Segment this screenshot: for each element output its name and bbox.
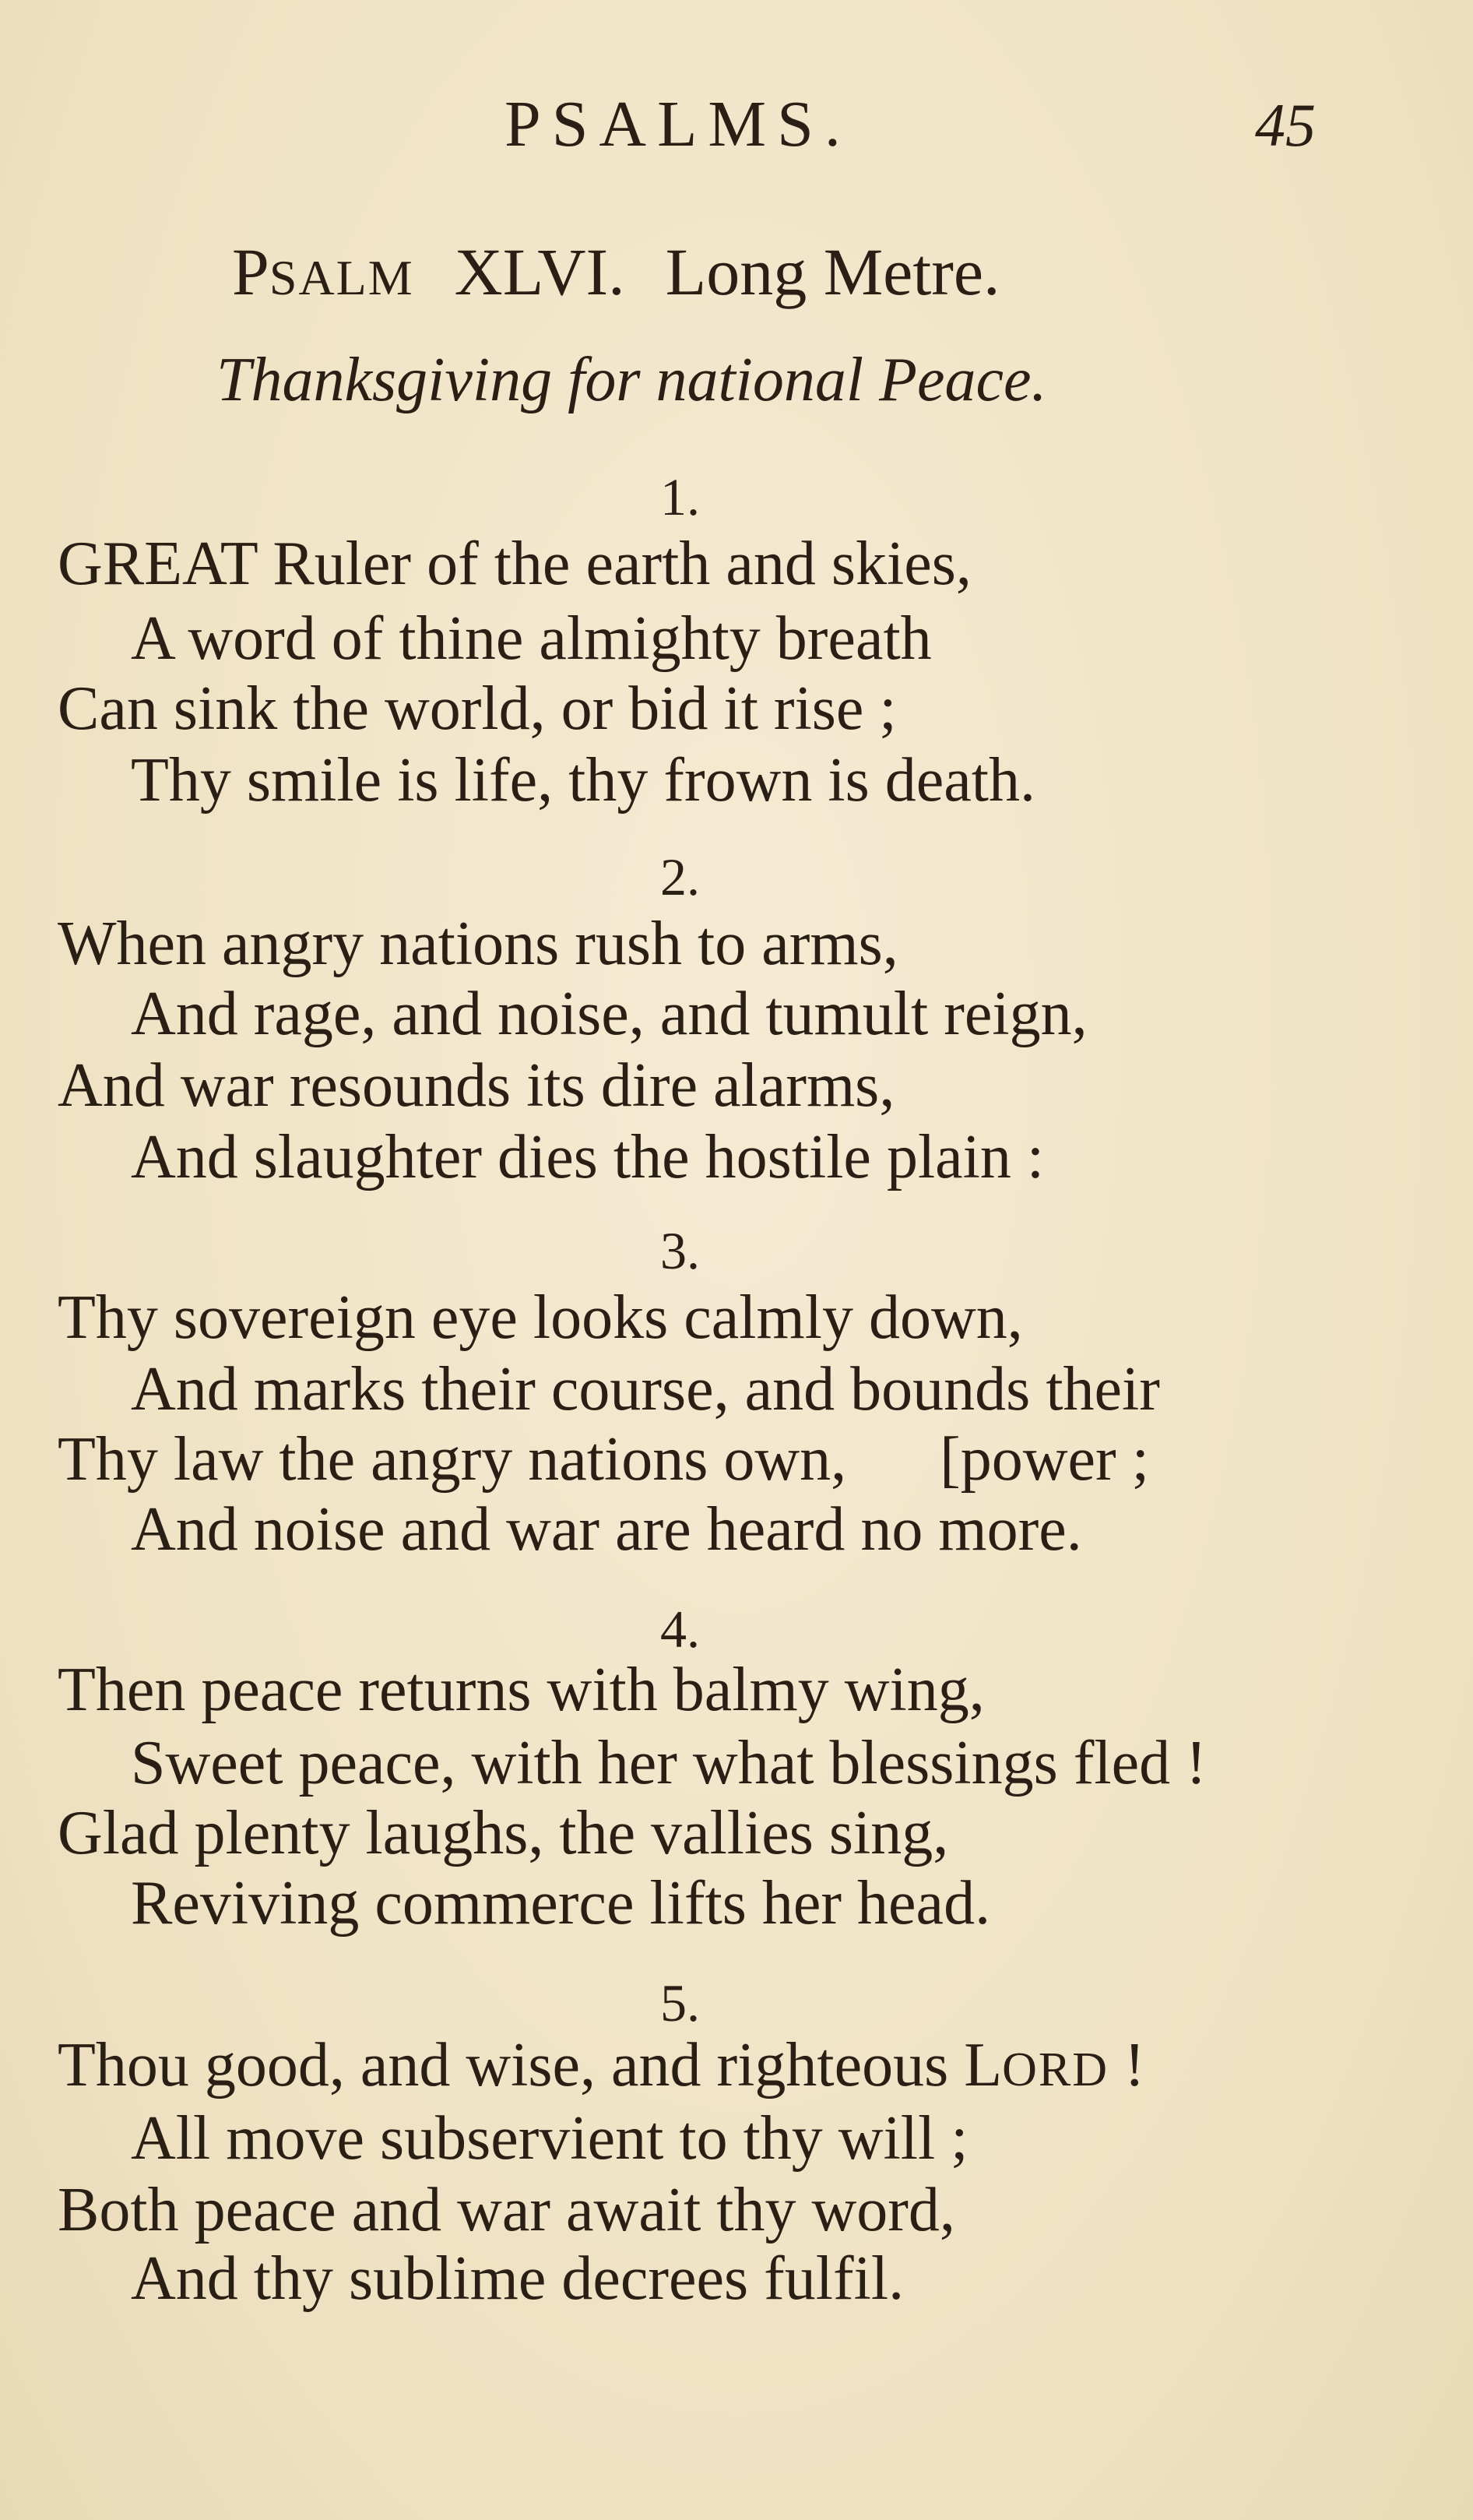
verse-line: And marks their course, and bounds their [131,1355,1160,1424]
heading-prefix-small: SALM [269,250,414,305]
verse-line-text: Thou good, and wise, and righteous [58,2031,965,2099]
verse-line: Then peace returns with balmy wing, [58,1656,985,1724]
verse-line: When angry nations rush to arms, [58,910,898,978]
verse-line: Thy sovereign eye looks calmly down, [58,1283,1023,1352]
verse-line: And thy sublime decrees fulfil. [131,2244,905,2313]
verse-number: 5. [660,1973,700,2033]
verse-number: 4. [660,1600,700,1659]
verse-line: And slaughter dies the hostile plain : [131,1123,1045,1191]
heading-prefix-big: P [232,234,269,309]
verse-number: 2. [660,847,700,906]
verse-line-text: ! [1109,2031,1145,2099]
verse-line: GREAT Ruler of the earth and skies, [58,530,972,598]
running-head: PSALMS. [504,88,852,160]
verse-line-with-lord [58,2031,1145,2099]
verse-number: 1. [660,467,700,526]
verse-line: Thy law the angry nations own, [power ; [58,1425,1149,1494]
verse-line: Both peace and war await thy word, [58,2176,955,2244]
verse-line: All move subservient to thy will ; [131,2104,969,2173]
verse-line: Thy smile is life, thy frown is death. [131,746,1036,815]
psalm-metre: Long Metre. [665,234,1000,309]
verse-line: Can sink the world, or bid it rise ; [58,674,897,743]
page-number: 45 [1255,91,1316,159]
lord-big: L [964,2031,1003,2099]
psalm-number: XLVI. [454,234,625,309]
verse-line: And noise and war are heard no more. [131,1495,1082,1564]
verse-line: A word of thine almighty breath [131,604,932,673]
verse-number: 3. [660,1221,700,1280]
lord-small: ORD [1002,2043,1109,2096]
verse-line: Reviving commerce lifts her head. [131,1869,991,1938]
verse-line: And rage, and noise, and tumult reign, [131,980,1088,1048]
verse-line: Sweet peace, with her what blessings fled ! [131,1729,1207,1797]
verse-line: And war resounds its dire alarms, [58,1051,895,1120]
psalm-subtitle: Thanksgiving for national Peace. [216,346,1047,414]
verse-line: Glad plenty laughs, the vallies sing, [58,1799,949,1867]
psalm-heading [232,234,1000,309]
